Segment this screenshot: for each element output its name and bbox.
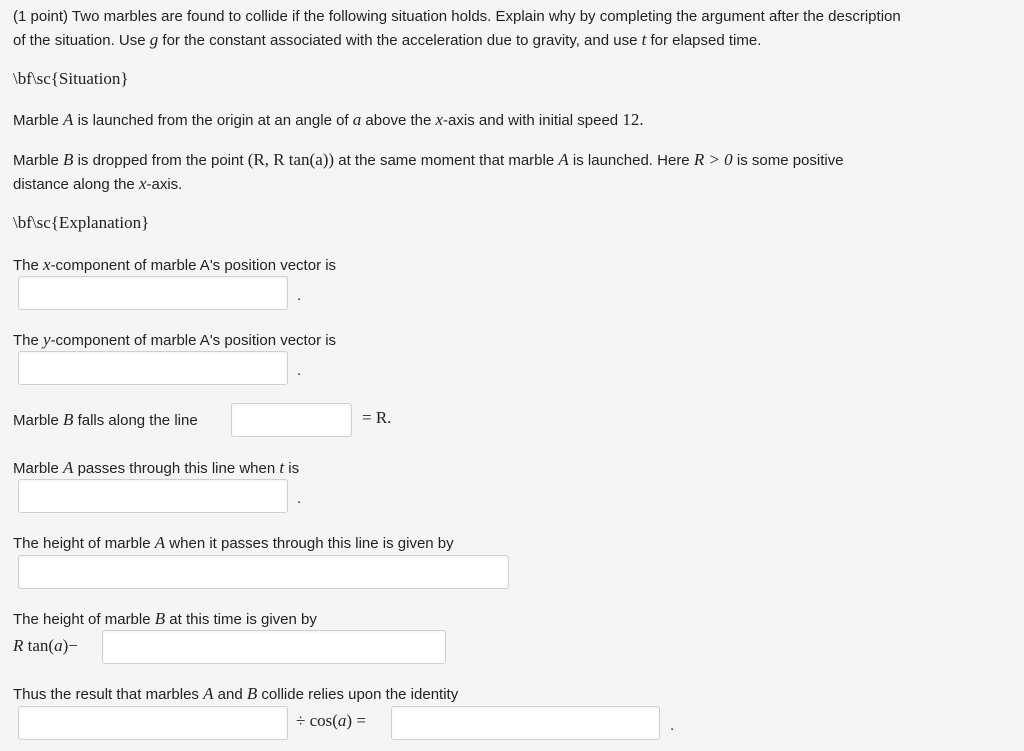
marble-b-description-line-2: distance along the x-axis. [13,174,183,193]
time-input[interactable] [18,479,288,513]
q4-period: . [297,490,302,507]
marble-a-description: Marble A is launched from the origin at an angle of a above the x-axis and with initial speed 12. [13,110,644,129]
q1-prompt: The x-component of marble A's position vector is [13,255,337,274]
height-b-input[interactable] [102,630,446,664]
q1-period: . [297,287,302,304]
q6-prefix: R tan(a)− [13,636,78,655]
intro-line-1: (1 point) Two marbles are found to collide if the following situation holds. Explain why by completing the argument after the description [13,8,901,25]
marble-b-line-input[interactable] [231,403,352,437]
marble-b-description-line-1: Marble B is dropped from the point (R, R tan(a)) at the same moment that marble A is launched. Here R > 0 is some positive [13,150,844,169]
x-component-input[interactable] [18,276,288,310]
q2-period: . [297,362,302,379]
q3-prompt: Marble B falls along the line [13,410,198,429]
q7-prompt: Thus the result that marbles A and B collide relies upon the identity [13,684,459,703]
identity-left-input[interactable] [18,706,288,740]
y-component-input[interactable] [18,351,288,385]
situation-heading: \bf\sc{Situation} [13,69,129,88]
height-a-input[interactable] [18,555,509,589]
q7-divide-cos: ÷ cos(a) = [296,711,366,730]
q6-prompt: The height of marble B at this time is given by [13,609,317,628]
explanation-heading: \bf\sc{Explanation} [13,213,150,232]
q2-prompt: The y-component of marble A's position vector is [13,330,337,349]
q7-period: . [670,717,675,734]
identity-right-input[interactable] [391,706,660,740]
q3-equals-r: = R. [362,408,392,427]
q5-prompt: The height of marble A when it passes through this line is given by [13,533,454,552]
q4-prompt: Marble A passes through this line when t is [13,458,300,477]
intro-line-2: of the situation. Use g for the constant associated with the acceleration due to gravity, and use t for elapsed time. [13,30,762,49]
